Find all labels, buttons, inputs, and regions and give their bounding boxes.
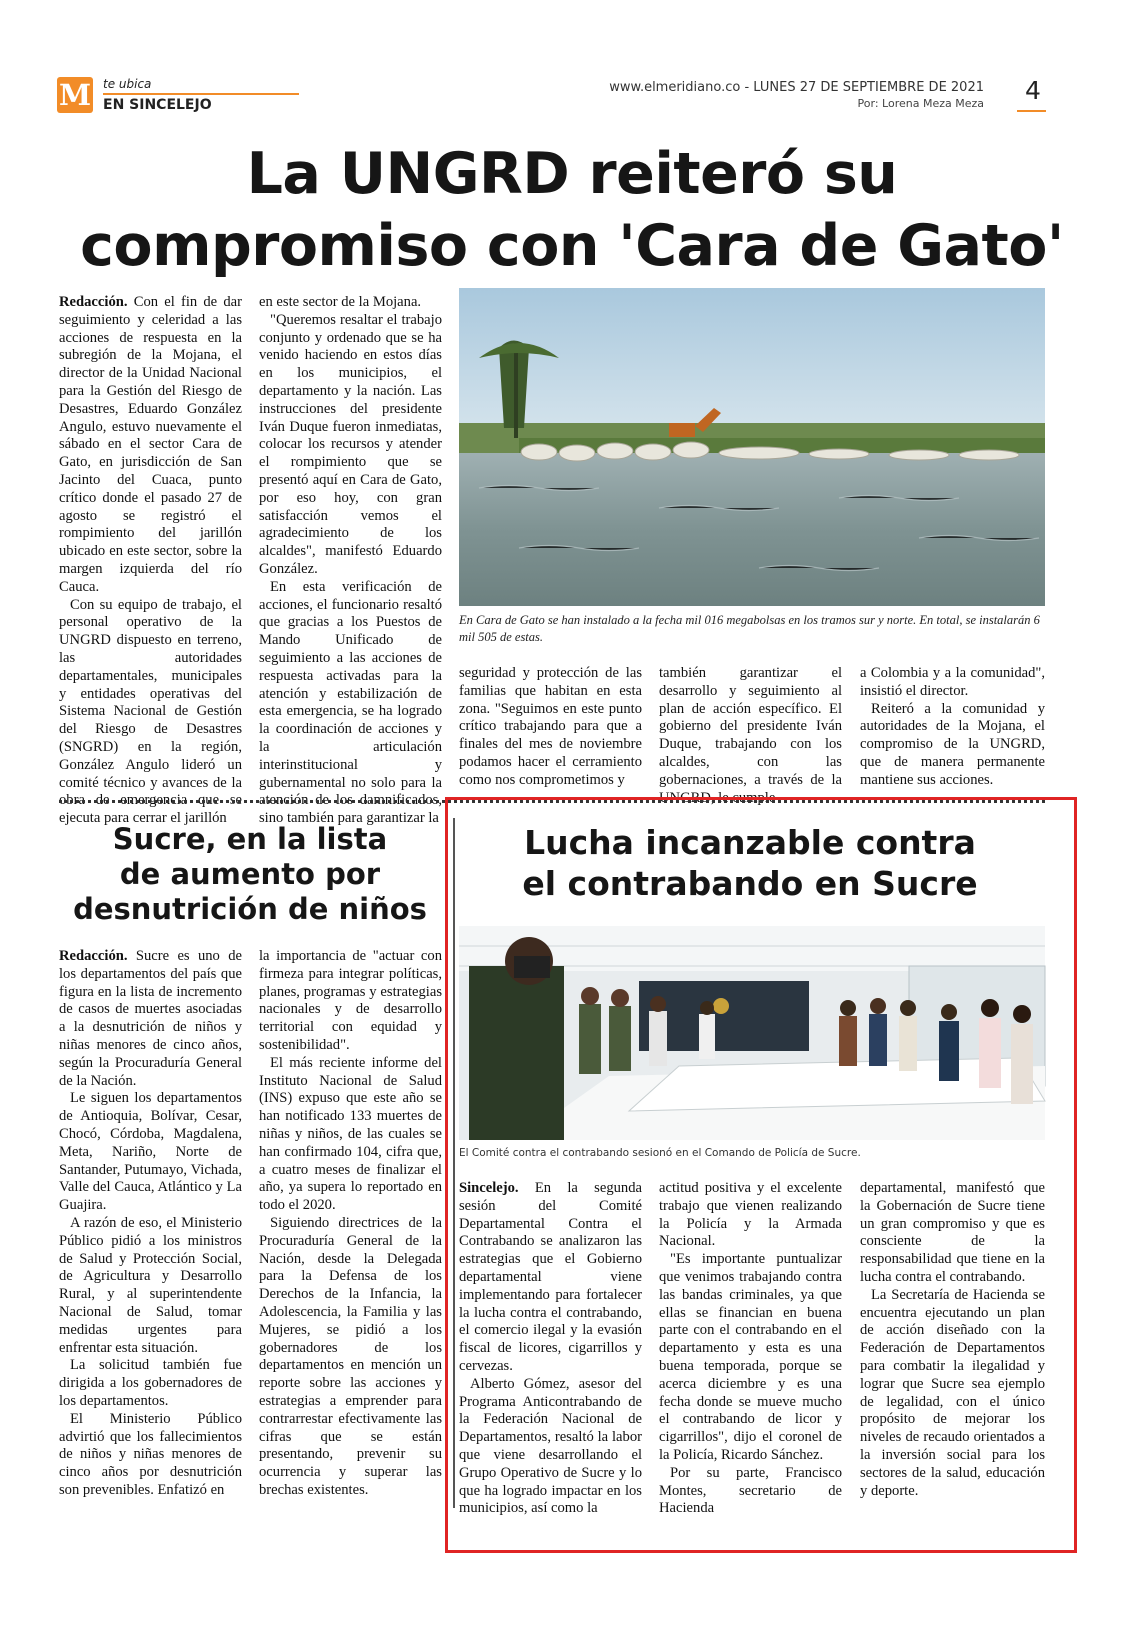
article3-paragraph: La Secretaría de Hacienda se encuentra ejecutando un plan de acción diseñado con la Federación de Departamentos para combatir la ilegalidad y lograr que Sucre sea ejemplo de legalidad, con el único propósito de mejorar los niveles de recaudo orientados a la inversión social para los sectores de la salud, educación y deporte. [860,1286,1045,1499]
article2-headline-line3: desnutrición de niños [73,892,427,926]
article3-column-1 [459,1180,642,1517]
dateline: Sincelejo. [459,1180,519,1196]
article1-paragraph: Con su equipo de trabajo, el personal operativo de la UNGRD dispuesto en terreno, las autoridades departamentales, municipales y entidades operativas del Sistema Nacional de Gestión del Riesgo de Desastres (SNGRD) en la región, González Angulo lideró un comité técnico y avances de la obra de emergencia que se ejecuta para cerrar el jarillón [59,596,242,827]
article1-headline-line1: La UNGRD reiteró su [246,141,898,207]
river-photo-image [459,288,1045,606]
article3-paragraph: departamental, manifestó que la Gobernación de Sucre tiene un gran compromiso y que es consciente de la responsabilidad que tiene en la lucha contra el contrabando. [860,1180,1045,1285]
paragraph-text: Con el fin de dar seguimiento y celeridad a las acciones de respuesta en la subregión de la Mojana, el director de la Unidad Nacional para la Gestión del Riesgo de Desastres, Eduardo González Angulo, estuvo nuevamente el sábado en el sector Cara de Gato, en jurisdicción de San Jacinto del Cuaca, punto crítico donde el pasado 27 de agosto se registró el rompimiento del jarillón ubicado en este sector, sobre la margen izquierda del río Cauca. [59,294,242,595]
article1-column-2 [259,294,442,827]
article2-paragraph: La solicitud también fue dirigida a los gobernadores de los departamentos. [59,1357,242,1409]
article3-paragraph [459,1180,642,1376]
article3-paragraph: Por su parte, Francisco Montes, secretario de Hacienda [659,1464,842,1517]
article1-paragraph: seguridad y protección de las familias que habitan en esta zona. "Seguimos en este punto crítico trabajando para que a finales del mes de noviembre podamos hacer el cerramiento como nos comprometimos y [459,665,642,788]
section-label-big: EN SINCELEJO [103,97,212,113]
article1-column-5 [860,665,1045,790]
article3-paragraph: "Es importante puntualizar que venimos trabajando contra las bandas criminales, ya que ellas se financian en buena parte con el contrabando en el departamento y esta es una buena temporada, porque se acerca diciembre y es una fecha donde se mueve mucho el contrabando de licor y cigarrillos", dijo el coronel de la Policía, Ricardo Sánchez. [659,1251,842,1463]
article2-paragraph [59,948,242,1090]
article2-paragraph: A razón de eso, el Ministerio Público pidió a los ministros de Salud y Protección Social, de Agricultura y Desarrollo Rural, y al superintendente Nacional de Salud, tomar medidas urgentes para enfrentar esta situación. [59,1214,242,1356]
article3-headline-line1: Lucha incanzable contra [524,823,976,862]
river-photo [459,288,1045,606]
article2-column-1 [59,948,242,1503]
dateline: Redacción. [59,948,128,964]
article2-column-2 [259,948,442,1503]
article1-column-4 [659,665,842,806]
article2-paragraph: Le siguen los departamentos de Antioquia, Bolívar, Cesar, Chocó, Córdoba, Magdalena, Meta, Nariño, Norte de Santander, Putumayo, Vichada, Valle del Cauca, Atlántico y La Guajira. [59,1090,242,1214]
logo-letter: M [58,78,92,112]
article1-column-1 [59,294,242,827]
article2-paragraph: El más reciente informe del Instituto Nacional de Salud (INS) expuso que este año se han notificado 133 muertes de niñas y niños, de las cuales se han confirmado 104, cifra que, a cuatro meses de finalizar el año, ya supera lo reportado en todo el 2020. [259,1054,442,1214]
meeting-photo-image [459,926,1045,1140]
site-date: www.elmeridiano.co - LUNES 27 DE SEPTIEMBRE DE 2021 [609,80,984,95]
river-photo-caption: En Cara de Gato se han instalado a la fecha mil 016 megabolsas en los tramos sur y norte. En total, se instalarán 6 mil 505 de estas. [459,613,1040,644]
article1-headline-line2: compromiso con 'Cara de Gato' [80,213,1064,279]
article1-headline [40,138,1104,282]
article1-paragraph: En esta verificación de acciones, el funcionario resaltó que gracias a los Puestos de Mando Unificado de seguimiento a las acciones de respuesta activadas para la atención y estabilización de esta emergencia, se ha logrado la coordinación de acciones y la articulación interinstitucional y gubernamental no solo para la atención de los damnificados, sino también para garantizar la [259,578,442,827]
article3-paragraph: actitud positiva y el excelente trabajo que vienen realizando la Policía y la Armada Nacional. [659,1180,842,1250]
page-number: 4 [1025,76,1041,105]
article1-column-3 [459,665,642,790]
byline: Por: Lorena Meza Meza [857,97,984,110]
article1-paragraph: Reiteró a la comunidad y autoridades de la Mojana, el compromiso de la UNGRD, que de manera permanente mantiene sus acciones. [860,700,1045,788]
article3-headline [470,822,1030,904]
article3-headline-line2: el contrabando en Sucre [522,864,978,903]
paragraph-text: En la segunda sesión del Comité Departamental Contra el Contrabando se analizaron las estrategias que el Gobierno departamental viene implementando para fortalecer la lucha contra el contrabando, el comercio ilegal y la evasión fiscal de licores, cigarrillos y cervezas. [459,1180,642,1374]
section-label-small: te ubica [103,77,152,91]
article3-paragraph: Alberto Gómez, asesor del Programa Anticontrabando de la Federación Nacional de Departamentos, resaltó la labor que viene desarrollando el Grupo Operativo de Sucre y lo que ha logrado impactar en los municipios, así como la [459,1375,642,1517]
article1-paragraph: a Colombia y a la comunidad", insistió el director. [860,665,1045,699]
article2-headline [40,822,460,927]
article1-paragraph: también garantizar el desarrollo y seguimiento al plan de acción específico. El gobierno del presidente Iván Duque, trabajando con los alcaldes, con las gobernaciones, a través de la UNGRD, le cumple [659,665,842,806]
article2-paragraph: la importancia de "actuar con firmeza para integrar políticas, planes, programas y estrategias nacionales y de desarrollo territorial con equidad y sostenibilidad". [259,948,442,1053]
page-number-rule [1017,110,1046,112]
paragraph-text: Sucre es uno de los departamentos del país que figura en la lista de incremento de casos de muertes asociadas a la desnutrición de niños y niñas menores de cinco años, según la Procuraduría General de la Nación. [59,948,242,1089]
dateline: Redacción. [59,294,128,310]
article1-paragraph: "Queremos resaltar el trabajo conjunto y ordenado que se ha venido haciendo en estos días en los municipios, el departamento y la nación. Las instrucciones del presidente Iván Duque fueron inmediatas, colocar los recursos y atender el rompimiento que se presentó aquí en Cara de Gato, por eso hoy, con gran satisfacción vemos el agradecimiento de los alcaldes", manifestó Eduardo González. [259,311,442,577]
article2-paragraph: El Ministerio Público advirtió que los fallecimientos de niños y niñas menores de cinco años por desnutrición son prevenibles. Enfatizó en [59,1410,242,1498]
article1-paragraph [59,294,242,597]
article3-column-2 [659,1180,842,1517]
article2-headline-line1: Sucre, en la lista [112,822,388,856]
section-rule [103,93,299,95]
article2-headline-line2: de aumento por [119,857,381,891]
article1-paragraph: en este sector de la Mojana. [259,294,422,310]
meeting-photo [459,926,1045,1140]
article3-column-3 [860,1180,1045,1505]
masthead-logo [57,77,93,113]
meeting-photo-caption: El Comité contra el contrabando sesionó en el Comando de Policía de Sucre. [459,1147,861,1159]
article2-paragraph: Siguiendo directrices de la Procuraduría General de la Nación, desde la Delegada para la Defensa de los Derechos de la Infancia, la Adolescencia, la Familia y las Mujeres, se pidió a los gobernadores de los departamentos en mención un reporte sobre las acciones y estrategias a emprender para contrarrestar efectivamente las cifras que se están presentando, prevenir su ocurrencia y superar las brechas existentes. [259,1214,442,1498]
